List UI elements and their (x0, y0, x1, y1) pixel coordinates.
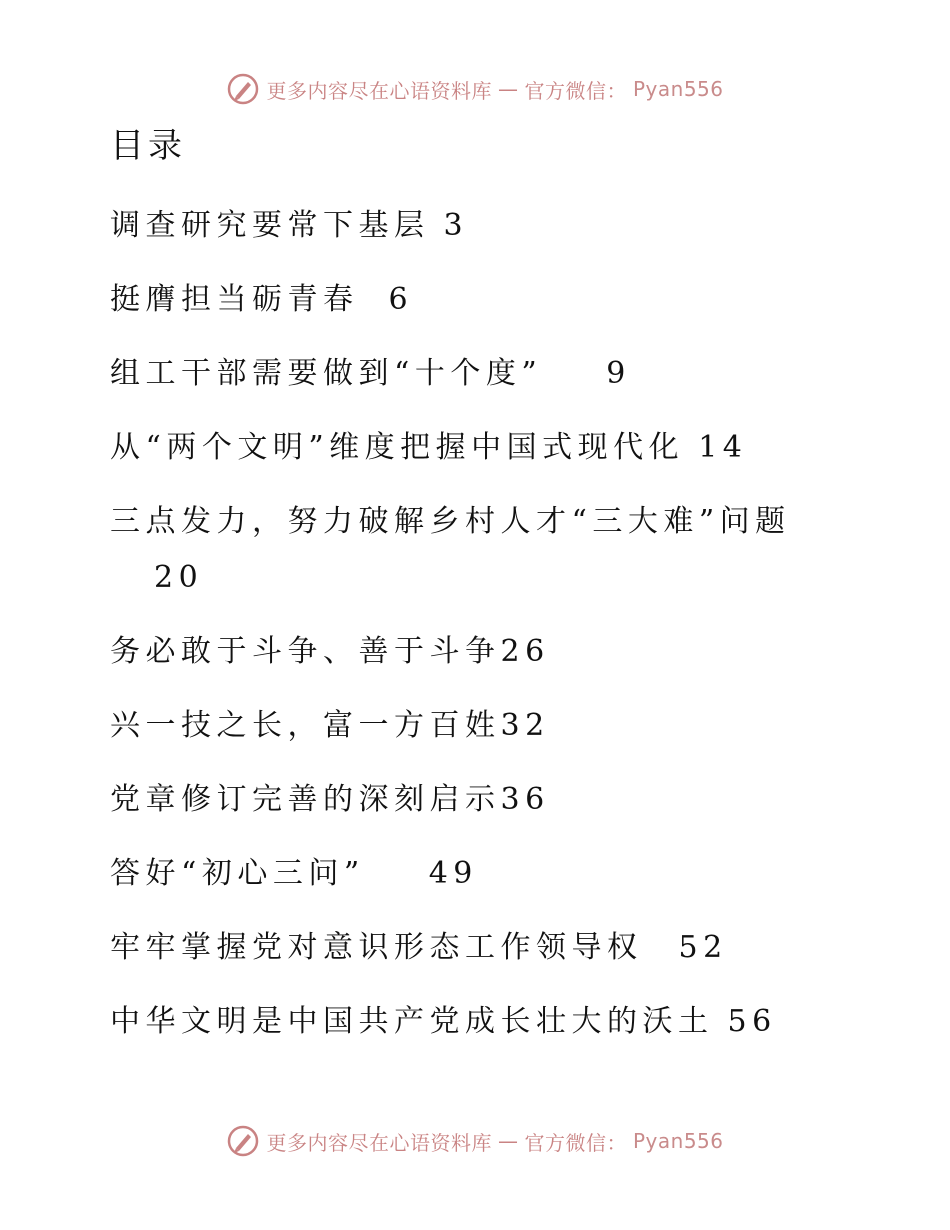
toc-item[interactable] (110, 920, 810, 976)
toc-item-title: 从“两个文明”维度把握中国式现代化 (110, 430, 685, 465)
footer-watermark (0, 1124, 950, 1158)
watermark-main-text: 更多内容尽在心语资料库 (266, 78, 492, 103)
toc-item[interactable] (110, 624, 810, 680)
toc-item-page: 26 (500, 634, 550, 669)
toc-item-title: 中华文明是中国共产党成长壮大的沃土 (110, 1004, 714, 1039)
toc-item-page: 6 (388, 282, 414, 317)
pen-logo-icon (226, 72, 260, 106)
toc-item-title: 兴一技之长，富一方百姓 (110, 708, 501, 743)
toc-heading: 目录 (110, 126, 186, 166)
toc-item-title: 调查研究要常下基层 (110, 208, 430, 243)
watermark-separator: — (497, 1129, 519, 1153)
toc-item-title: 三点发力，努力破解乡村人才“三大难”问题 (110, 504, 791, 539)
toc-item-title: 组工干部需要做到“十个度” (110, 356, 543, 391)
toc-item-title: 务必敢于斗争、善于斗争 (110, 634, 501, 669)
toc-item[interactable] (110, 420, 810, 476)
watermark-id: Pyan556 (632, 77, 724, 101)
toc-item-title: 牢牢掌握党对意识形态工作领导权 (110, 930, 643, 965)
toc-item[interactable] (110, 198, 810, 254)
toc-item-page: 52 (678, 930, 728, 965)
pen-logo-icon (226, 1124, 260, 1158)
toc-item-page: 32 (500, 708, 550, 743)
toc-item-page: 9 (606, 356, 631, 391)
toc-item[interactable] (110, 272, 810, 328)
toc-item[interactable] (110, 994, 810, 1050)
table-of-contents (110, 198, 810, 1068)
toc-item-page: 49 (428, 856, 478, 891)
toc-item[interactable] (110, 494, 810, 606)
toc-item-page: 3 (443, 208, 469, 243)
toc-item[interactable] (110, 772, 810, 828)
toc-item-title: 答好“初心三问” (110, 856, 365, 891)
toc-item[interactable] (110, 846, 810, 902)
toc-item[interactable] (110, 346, 810, 402)
header-watermark (0, 72, 950, 106)
watermark-official-text: 官方微信： (524, 78, 627, 103)
toc-item[interactable] (110, 698, 810, 754)
toc-item-title: 党章修订完善的深刻启示 (110, 782, 501, 817)
watermark-official-text: 官方微信： (524, 1130, 627, 1155)
toc-item-title: 挺膺担当砺青春 (110, 282, 359, 317)
toc-item-page: 14 (698, 430, 748, 465)
toc-item-page: 20 (154, 560, 204, 595)
toc-item-page: 36 (500, 782, 550, 817)
toc-item-page: 56 (727, 1004, 777, 1039)
watermark-main-text: 更多内容尽在心语资料库 (266, 1130, 492, 1155)
watermark-id: Pyan556 (632, 1129, 724, 1153)
watermark-separator: — (497, 77, 519, 101)
